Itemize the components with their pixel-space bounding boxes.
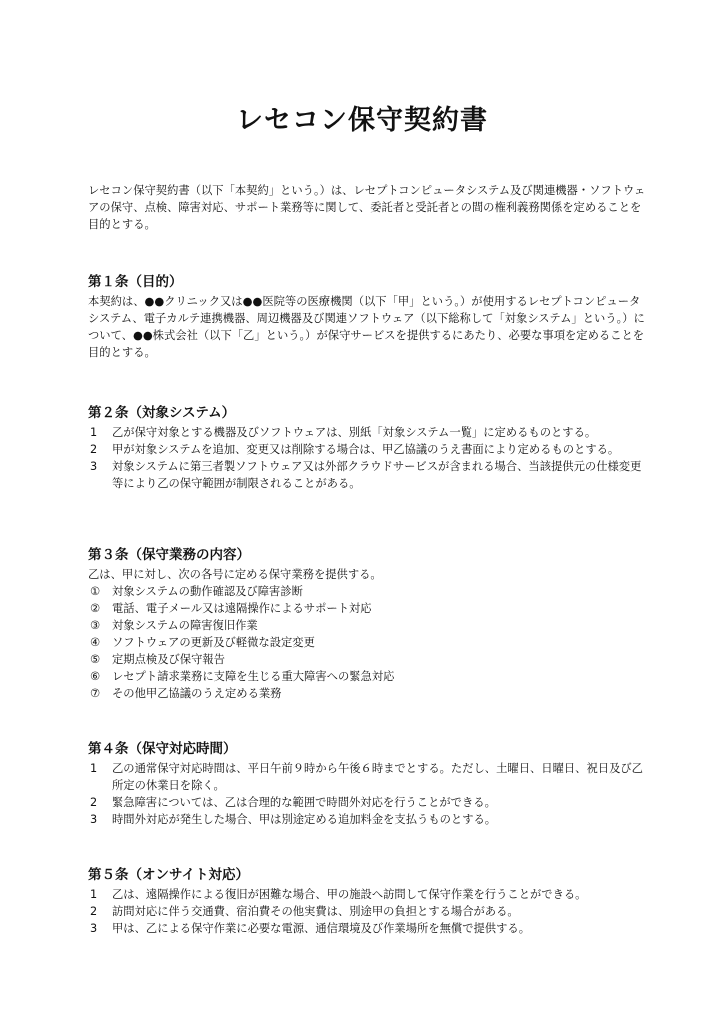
article-body bbox=[88, 424, 648, 492]
article-heading: 第３条（保守業務の内容） bbox=[88, 547, 250, 563]
item-text: 電話、電子メール又は遠隔操作によるサポート対応 bbox=[112, 602, 372, 615]
list-item bbox=[88, 794, 648, 811]
article-2 bbox=[88, 404, 648, 492]
item-number: 1 bbox=[90, 888, 98, 901]
list-item bbox=[88, 441, 648, 458]
item-text: 時間外対応が発生した場合、甲は別途定める追加料金を支払うものとする。 bbox=[112, 813, 497, 826]
item-text: 定期点検及び保守報告 bbox=[112, 653, 225, 666]
article-body bbox=[88, 760, 648, 828]
article-heading: 第４条（保守対応時間） bbox=[88, 741, 237, 757]
article-body bbox=[88, 886, 648, 937]
item-number: 3 bbox=[90, 922, 98, 935]
item-text: 乙の通常保守対応時間は、平日午前９時から午後６時までとする。ただし、土曜日、日曜日、祝日及び乙所定の休業日を除く。 bbox=[112, 762, 643, 792]
list-item bbox=[88, 634, 648, 651]
item-text: 乙が保守対象とする機器及びソフトウェアは、別紙「対象システム一覧」に定めるものとする。 bbox=[112, 426, 597, 439]
list-item bbox=[88, 920, 648, 937]
item-number: 1 bbox=[90, 762, 98, 775]
item-number: 1 bbox=[90, 426, 98, 439]
item-number: ② bbox=[90, 602, 101, 615]
item-number: ① bbox=[90, 585, 101, 598]
article-heading: 第１条（目的） bbox=[88, 274, 183, 290]
item-text: ソフトウェアの更新及び軽微な設定変更 bbox=[112, 636, 315, 649]
list-item bbox=[88, 886, 648, 903]
article-1 bbox=[88, 273, 648, 361]
article-5 bbox=[88, 866, 648, 937]
list-item bbox=[88, 811, 648, 828]
item-number: 2 bbox=[90, 796, 98, 809]
article-heading: 第５条（オンサイト対応） bbox=[88, 867, 250, 883]
intro-paragraph: レセコン保守契約書（以下「本契約」という。）は、レセプトコンピュータシステム及び関連機器・ソフトウェアの保守、点検、障害対応、サポート業務等に関して、委託者と受託者との間の権利義務関係を定めることを目的とする。 bbox=[88, 184, 646, 231]
item-number: 3 bbox=[90, 460, 98, 473]
item-number: ⑥ bbox=[90, 670, 101, 683]
list-item bbox=[88, 651, 648, 668]
item-number: ⑤ bbox=[90, 653, 101, 666]
article-body bbox=[88, 293, 648, 361]
article-3 bbox=[88, 546, 648, 702]
item-text: その他甲乙協議のうえ定める業務 bbox=[112, 687, 282, 700]
list-item bbox=[88, 458, 648, 492]
article-paragraph: 本契約は、●●クリニック又は●●医院等の医療機関（以下「甲」という。）が使用するレセプトコンピュータシステム、電子カルテ連携機器、周辺機器及び関連ソフトウェア（以下総称して「対象システム」という。）について、●●株式会社（以下「乙」という。）が保守サービスを提供するにあたり、必要な事項を定めることを目的とする。 bbox=[88, 295, 645, 359]
article-body bbox=[88, 566, 648, 702]
item-number: 2 bbox=[90, 443, 98, 456]
item-text: 対象システムの障害復旧作業 bbox=[112, 619, 258, 632]
list-item bbox=[88, 668, 648, 685]
list-item bbox=[88, 760, 648, 794]
list-item bbox=[88, 685, 648, 702]
list-item bbox=[88, 903, 648, 920]
item-number: ③ bbox=[90, 619, 101, 632]
item-text: レセプト請求業務に支障を生じる重大障害への緊急対応 bbox=[112, 670, 395, 683]
item-text: 対象システムの動作確認及び障害診断 bbox=[112, 585, 303, 598]
item-number: 3 bbox=[90, 813, 98, 826]
article-lead: 乙は、甲に対し、次の各号に定める保守業務を提供する。 bbox=[88, 568, 382, 581]
item-number: ④ bbox=[90, 636, 101, 649]
document-title: レセコン保守契約書 bbox=[236, 105, 488, 136]
item-number: 2 bbox=[90, 905, 98, 918]
article-4 bbox=[88, 740, 648, 828]
item-text: 緊急障害については、乙は合理的な範囲で時間外対応を行うことができる。 bbox=[112, 796, 496, 809]
article-heading: 第２条（対象システム） bbox=[88, 405, 236, 421]
item-text: 訪問対応に伴う交通費、宿泊費その他実費は、別途甲の負担とする場合がある。 bbox=[112, 905, 519, 918]
item-number: ⑦ bbox=[90, 687, 101, 700]
list-item bbox=[88, 600, 648, 617]
item-text: 甲は、乙による保守作業に必要な電源、通信環境及び作業場所を無償で提供する。 bbox=[112, 922, 530, 935]
list-item bbox=[88, 583, 648, 600]
item-text: 対象システムに第三者製ソフトウェア又は外部クラウドサービスが含まれる場合、当該提供元の仕様変更等により乙の保守範囲が制限されることがある。 bbox=[112, 460, 642, 490]
list-item bbox=[88, 617, 648, 634]
list-item bbox=[88, 424, 648, 441]
item-text: 甲が対象システムを追加、変更又は削除する場合は、甲乙協議のうえ書面により定めるものとする。 bbox=[112, 443, 620, 456]
item-text: 乙は、遠隔操作による復旧が困難な場合、甲の施設へ訪問して保守作業を行うことができる。 bbox=[112, 888, 587, 901]
